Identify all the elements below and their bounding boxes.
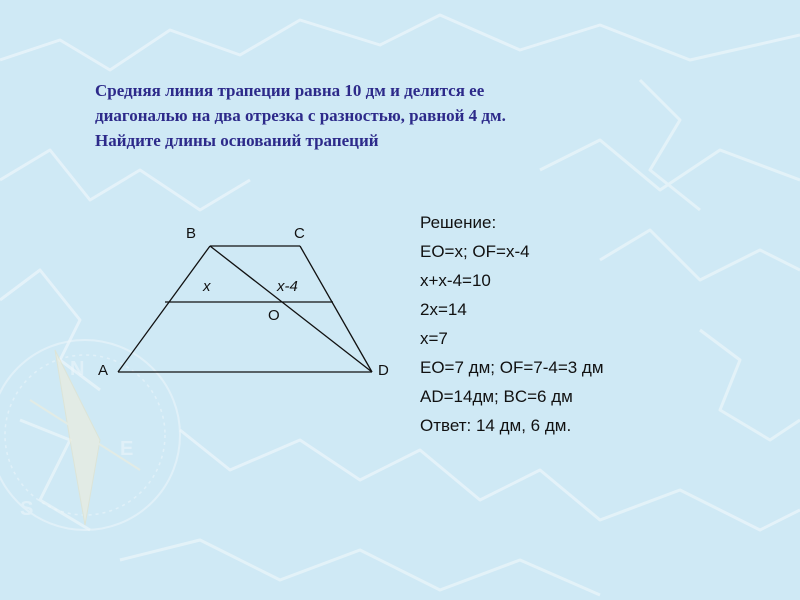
label-segment-of: x-4 xyxy=(277,278,298,295)
problem-line: диагональю на два отрезка с разностью, равной 4 дм. xyxy=(95,106,506,125)
solution-block xyxy=(420,208,604,440)
problem-line: Найдите длины оснований трапеций xyxy=(95,131,379,150)
solution-line: AD=14дм; BC=6 дм xyxy=(420,387,573,406)
solution-line: x=7 xyxy=(420,329,448,348)
solution-line: EO=x; OF=x-4 xyxy=(420,242,530,261)
solution-line: x+x-4=10 xyxy=(420,271,491,290)
solution-answer: Ответ: 14 дм, 6 дм. xyxy=(420,416,572,435)
solution-line: 2x=14 xyxy=(420,300,467,319)
label-o: O xyxy=(268,307,280,324)
solution-heading: Решение: xyxy=(420,213,497,232)
svg-text:N: N xyxy=(70,358,85,380)
svg-text:E: E xyxy=(120,438,134,460)
svg-text:S: S xyxy=(20,498,34,520)
label-d: D xyxy=(378,362,389,379)
label-segment-eo: x xyxy=(203,278,211,295)
side-cd xyxy=(300,246,372,372)
diagonal-bd xyxy=(210,246,372,372)
side-ab xyxy=(118,246,210,372)
label-b: B xyxy=(186,225,197,242)
label-c: C xyxy=(294,225,305,242)
problem-line: Средняя линия трапеции равна 10 дм и делится ее xyxy=(95,81,485,100)
solution-line: EO=7 дм; OF=7-4=3 дм xyxy=(420,358,604,377)
label-a: A xyxy=(98,362,109,379)
